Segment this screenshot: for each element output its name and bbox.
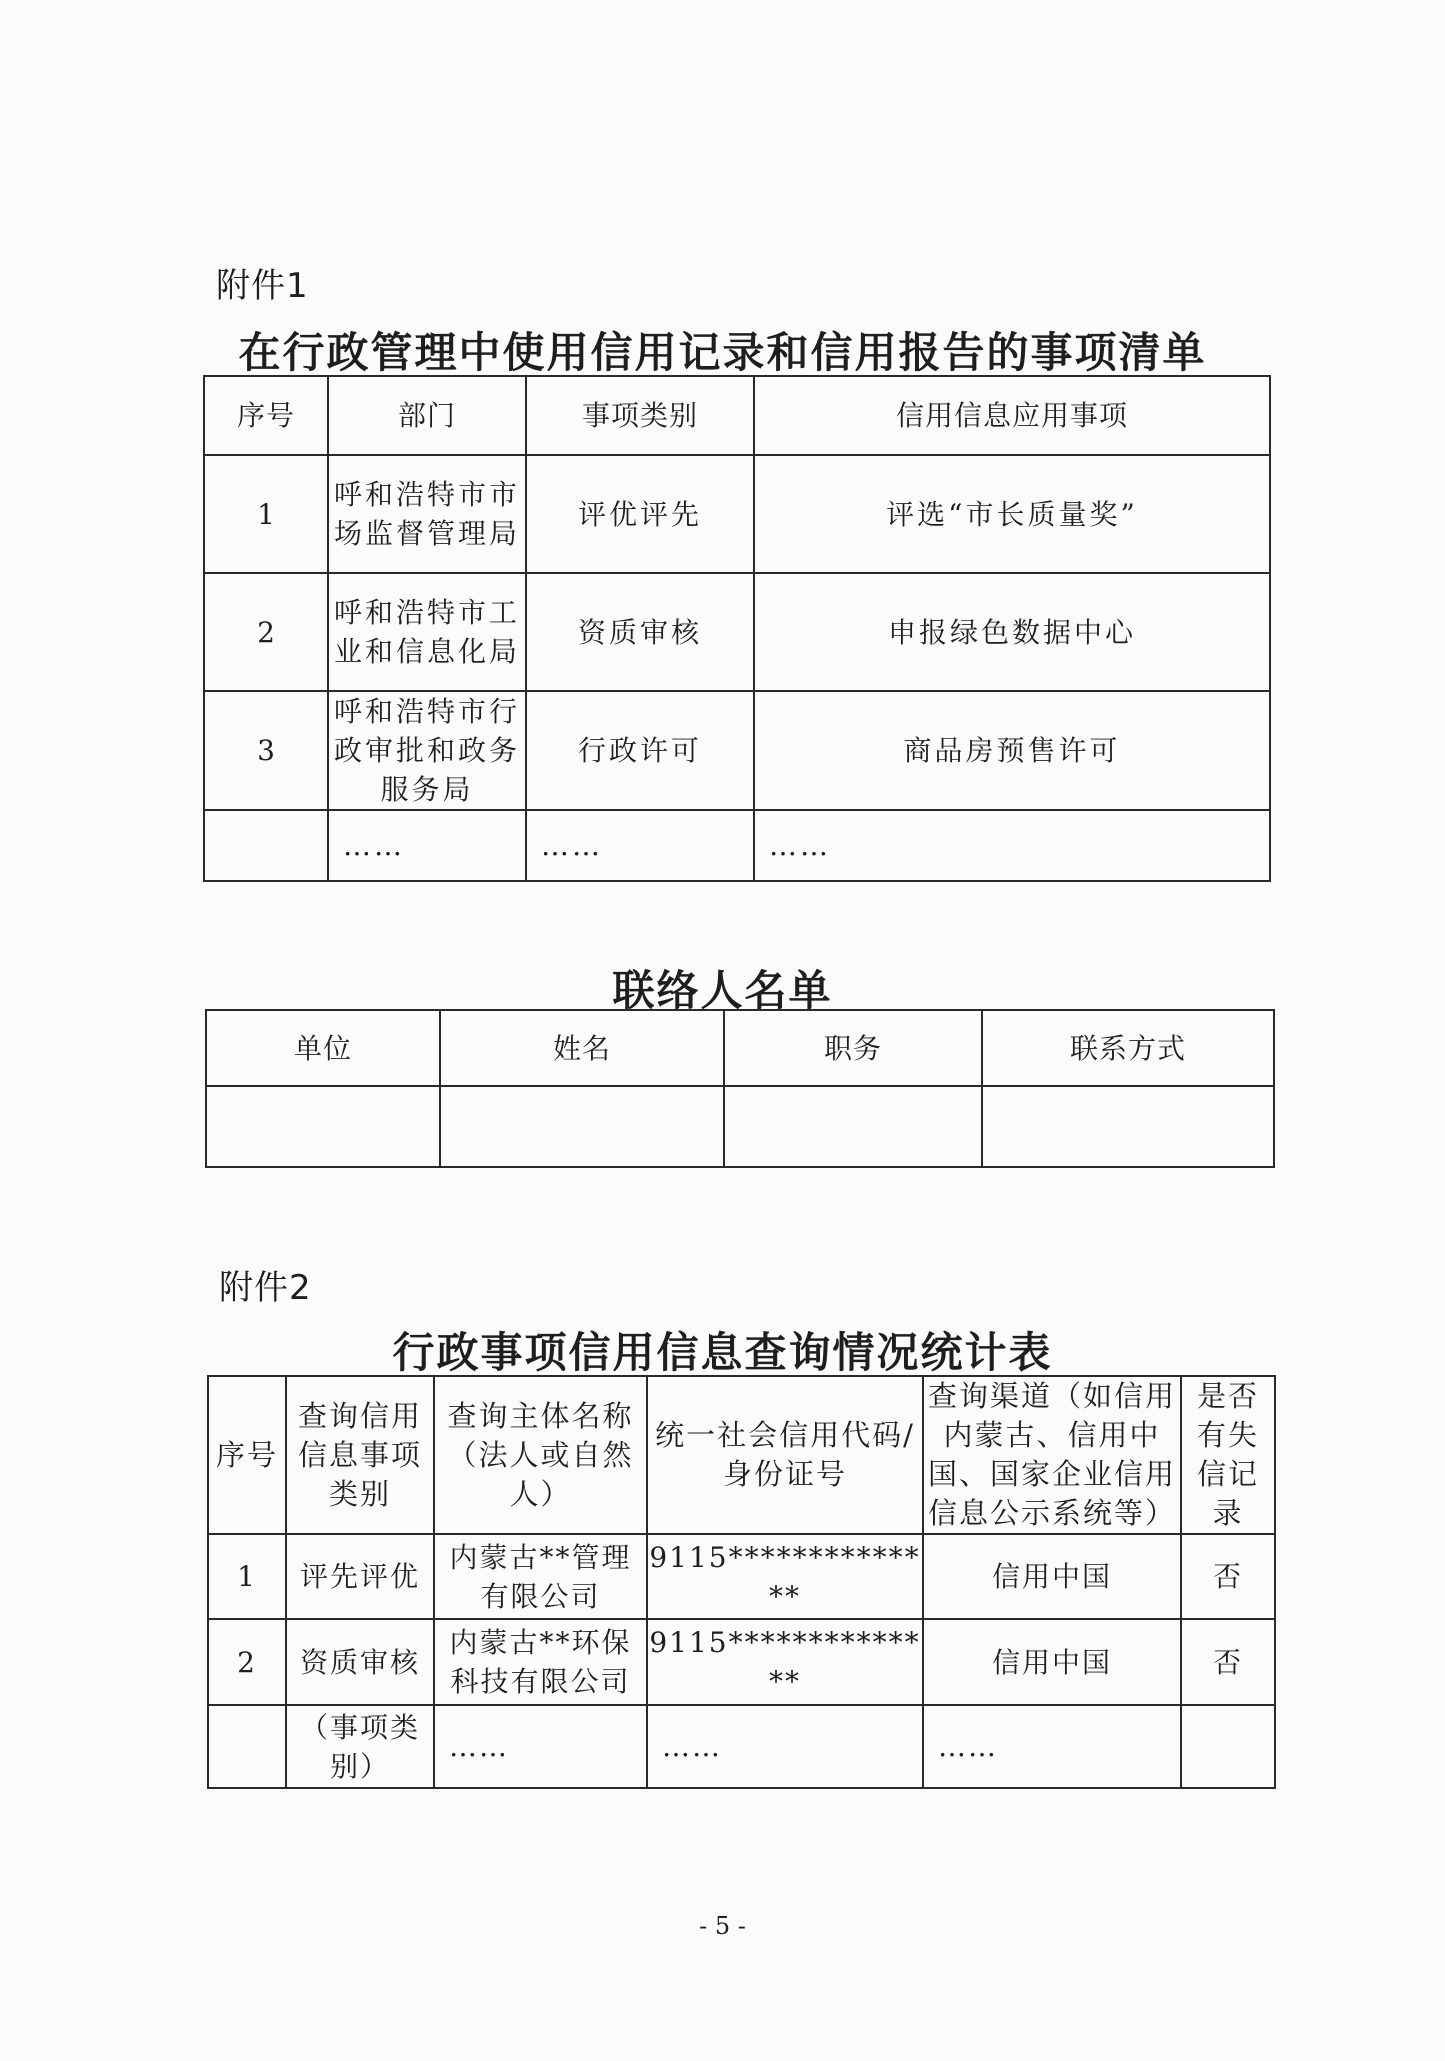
- header-contact: 联系方式: [982, 1010, 1274, 1086]
- row-subject: 内蒙古**环保科技有限公司: [434, 1619, 647, 1705]
- row-category: 评先评优: [286, 1534, 434, 1619]
- row-item: ……: [754, 810, 1270, 881]
- table-row: [208, 1534, 1275, 1619]
- row-category: ……: [526, 810, 754, 881]
- row-code: ……: [647, 1705, 923, 1788]
- table-row: [208, 1705, 1275, 1788]
- header-unit: 单位: [206, 1010, 440, 1086]
- row-no: 1: [208, 1534, 286, 1619]
- row-channel: ……: [923, 1705, 1181, 1788]
- header-no: 序号: [208, 1376, 286, 1534]
- row-code: 9115**************: [647, 1619, 923, 1705]
- row-channel: 信用中国: [923, 1534, 1181, 1619]
- contacts-table: [205, 1009, 1275, 1168]
- row-no: [204, 810, 328, 881]
- annex1-label: 附件1: [216, 266, 309, 306]
- contacts-title: 联络人名单: [612, 966, 833, 1015]
- row-dept: 呼和浩特市工业和信息化局: [328, 573, 526, 691]
- table-row: [204, 573, 1270, 691]
- header-name: 姓名: [440, 1010, 724, 1086]
- table-row: [208, 1619, 1275, 1705]
- row-item: 申报绿色数据中心: [754, 573, 1270, 691]
- row-code: 9115**************: [647, 1534, 923, 1619]
- row-dishonest: 否: [1181, 1619, 1275, 1705]
- row-no: [208, 1705, 286, 1788]
- row-subject: ……: [434, 1705, 647, 1788]
- header-category: 事项类别: [526, 376, 754, 455]
- row-category: （事项类别）: [286, 1705, 434, 1788]
- table-row: [204, 455, 1270, 573]
- header-code: 统一社会信用代码/身份证号: [647, 1376, 923, 1534]
- row-channel: 信用中国: [923, 1619, 1181, 1705]
- annex1-title: 在行政管理中使用信用记录和信用报告的事项清单: [238, 328, 1207, 377]
- row-dept: 呼和浩特市行政审批和政务服务局: [328, 691, 526, 810]
- row-subject: 内蒙古**管理有限公司: [434, 1534, 647, 1619]
- row-category: 行政许可: [526, 691, 754, 810]
- credit-items-table: [203, 375, 1271, 882]
- table-row: [204, 691, 1270, 810]
- row-category: 资质审核: [526, 573, 754, 691]
- row-no: 2: [208, 1619, 286, 1705]
- credit-query-table: [207, 1375, 1276, 1789]
- header-no: 序号: [204, 376, 328, 455]
- row-category: 资质审核: [286, 1619, 434, 1705]
- header-position: 职务: [724, 1010, 982, 1086]
- empty-cell: [724, 1086, 982, 1167]
- row-item: 商品房预售许可: [754, 691, 1270, 810]
- header-subject: 查询主体名称（法人或自然人）: [434, 1376, 647, 1534]
- empty-cell: [440, 1086, 724, 1167]
- row-no: 3: [204, 691, 328, 810]
- table-row: [204, 810, 1270, 881]
- header-item: 信用信息应用事项: [754, 376, 1270, 455]
- row-dishonest: 否: [1181, 1534, 1275, 1619]
- annex2-label: 附件2: [219, 1268, 312, 1308]
- row-dept: 呼和浩特市市场监督管理局: [328, 455, 526, 573]
- empty-cell: [206, 1086, 440, 1167]
- header-category: 查询信用信息事项类别: [286, 1376, 434, 1534]
- row-no: 2: [204, 573, 328, 691]
- header-dishonest: 是否有失信记录: [1181, 1376, 1275, 1534]
- empty-cell: [982, 1086, 1274, 1167]
- header-dept: 部门: [328, 376, 526, 455]
- annex2-title: 行政事项信用信息查询情况统计表: [392, 1328, 1053, 1377]
- row-item: 评选“市长质量奖”: [754, 455, 1270, 573]
- page-number: - 5 -: [699, 1912, 746, 1940]
- row-dishonest: [1181, 1705, 1275, 1788]
- row-dept: ……: [328, 810, 526, 881]
- table-row: [206, 1086, 1274, 1167]
- row-no: 1: [204, 455, 328, 573]
- row-category: 评优评先: [526, 455, 754, 573]
- header-channel: 查询渠道（如信用内蒙古、信用中国、国家企业信用信息公示系统等）: [923, 1376, 1181, 1534]
